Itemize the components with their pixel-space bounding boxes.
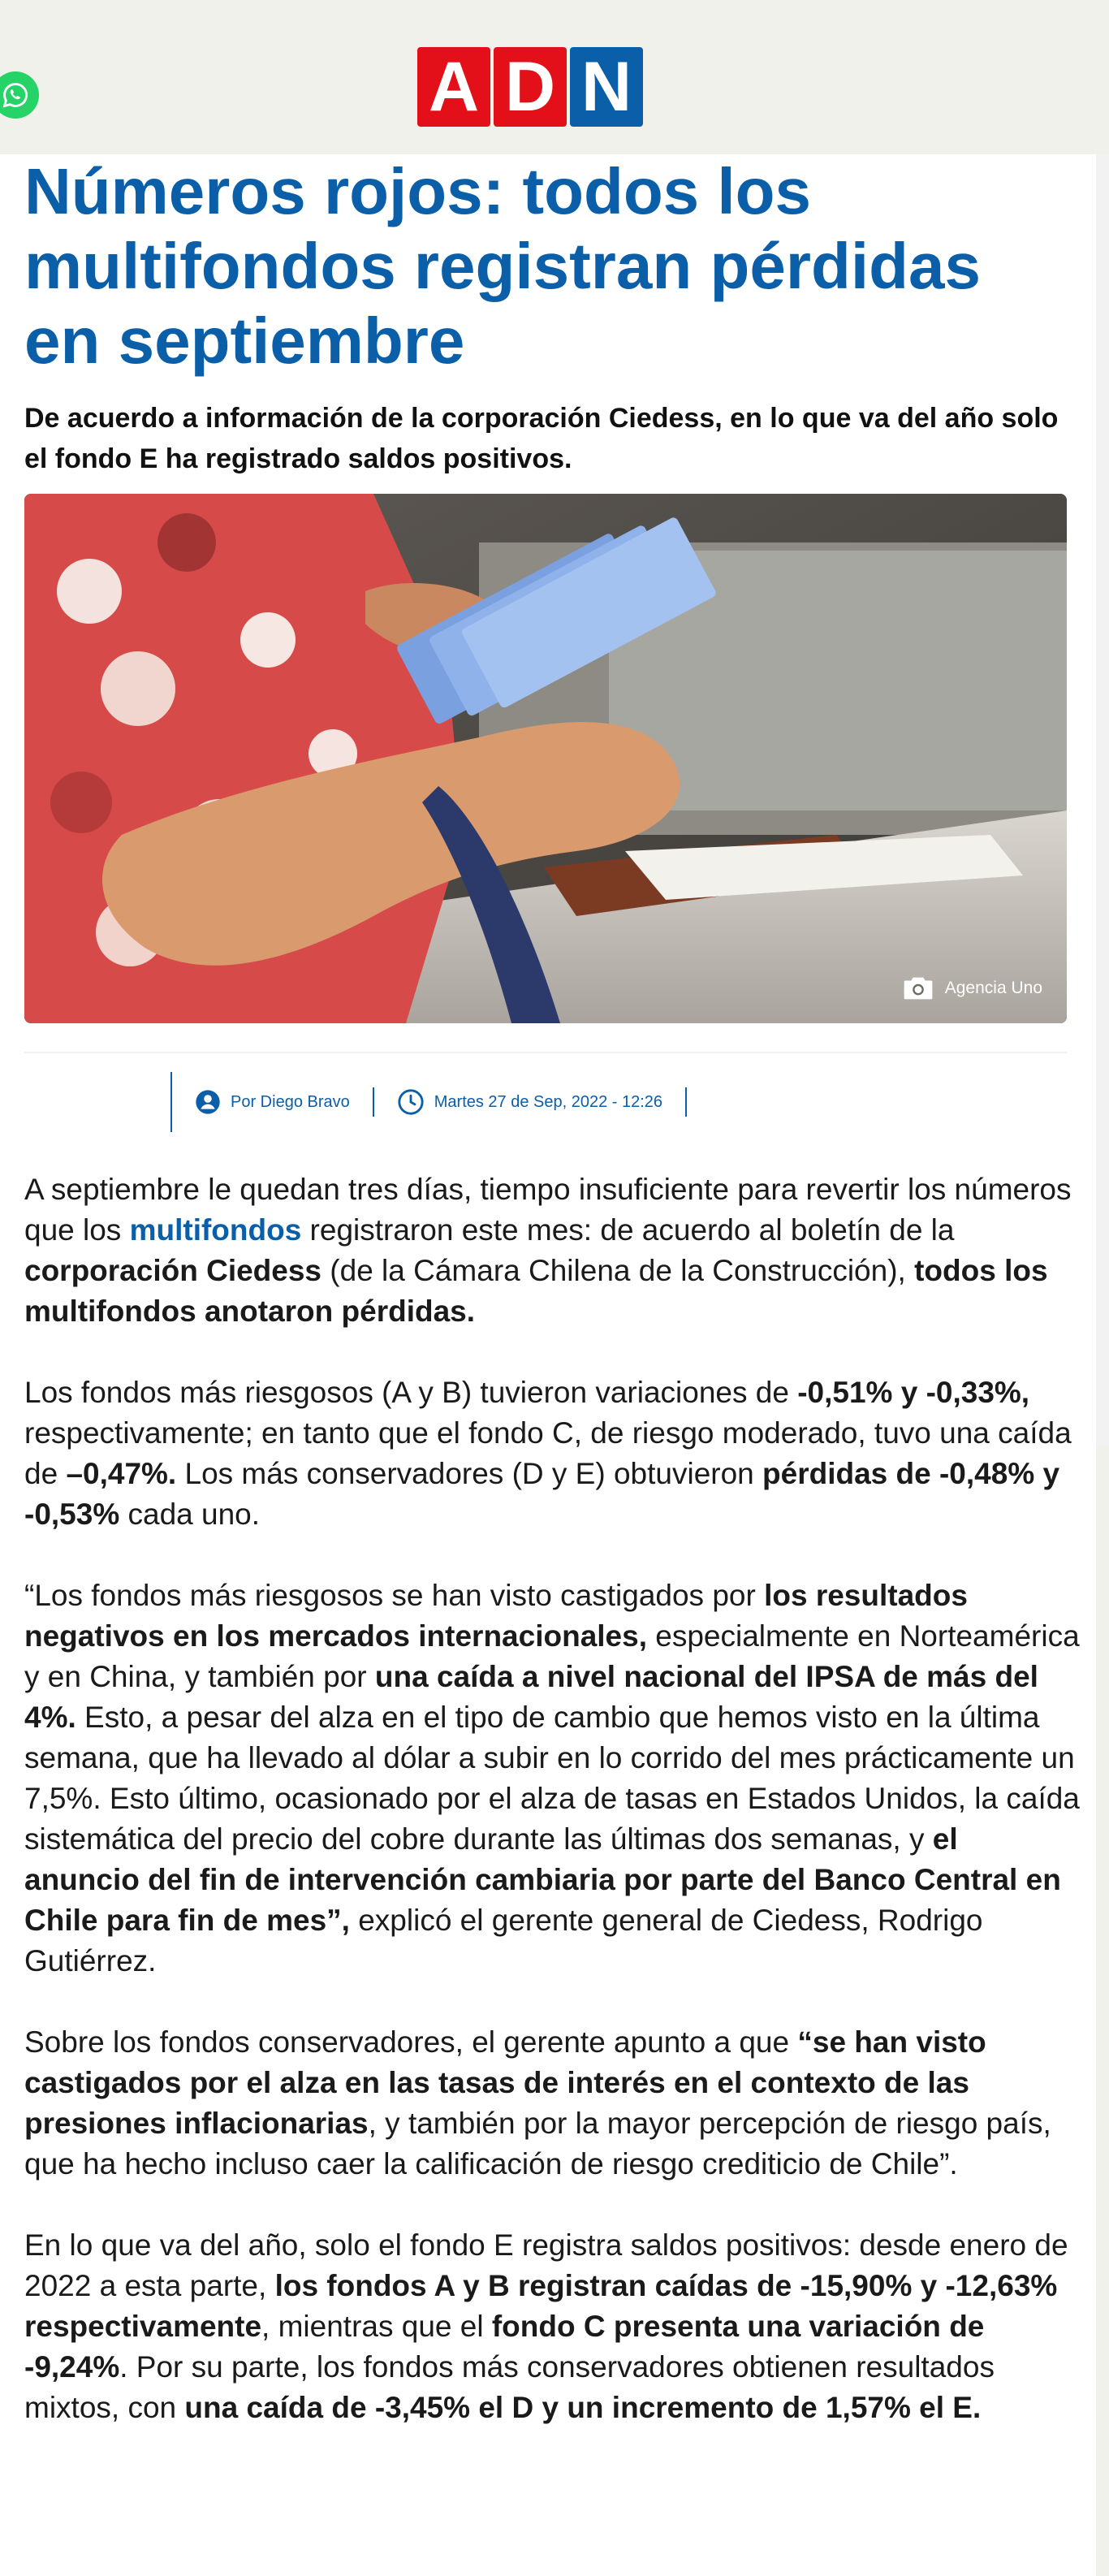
hero-photo: [24, 494, 1067, 1023]
text-run: cada uno.: [119, 1498, 261, 1531]
bold-run: todos los multifondos anotaron pérdidas.: [24, 1254, 1048, 1328]
article-lead: De acuerdo a información de la corporación Ciedess, en lo que va del año solo el fondo E ha registrado saldos positivos.: [24, 403, 1059, 474]
text-run: Los fondos más riesgosos (A y B) tuvieron variaciones de: [24, 1376, 798, 1409]
meta-separator: [685, 1087, 687, 1117]
article-meta: [170, 1072, 687, 1132]
text-run: . Por su parte, los fondos más conservadores obtienen resultados mixtos, con: [24, 2350, 995, 2424]
hero-image: [24, 494, 1067, 1023]
whatsapp-share-button[interactable]: [0, 71, 39, 119]
bold-run: una caída de -3,45% el D y un incremento de 1,57% el E.: [184, 2391, 982, 2424]
body-paragraph-4: [24, 2022, 1080, 2185]
bold-run: fondo C presenta una variación de -9,24%: [24, 2310, 985, 2384]
meta-separator: [373, 1087, 374, 1117]
body-paragraph-2: [24, 1372, 1080, 1535]
bold-run: los fondos A y B registran caídas de -15,90% y -12,63% respectivamente: [24, 2269, 1058, 2343]
body-paragraph-5: [24, 2225, 1080, 2428]
bold-run: -0,51% y -0,33%,: [797, 1376, 1030, 1409]
scroll-track: [1096, 154, 1109, 1446]
article: [0, 154, 1096, 2576]
bold-run: corporación Ciedess: [24, 1254, 322, 1287]
text-run: explicó el gerente general de Ciedess, Rodrigo Gutiérrez.: [24, 1904, 983, 1977]
article-title: Números rojos: todos los multifondos registran pérdidas en septiembre: [24, 155, 981, 377]
bold-run: el anuncio del fin de intervención cambiaria por parte del Banco Central en Chile para fin de mes”,: [24, 1822, 1061, 1937]
bold-run: –0,47%.: [66, 1457, 177, 1490]
publish-date: [397, 1088, 662, 1116]
text-run: respectivamente; en tanto que el fondo C, de riesgo moderado, tuvo una caída de: [24, 1416, 1072, 1490]
text-run: A septiembre le quedan tres días, tiempo insuficiente para revertir los números que los: [24, 1173, 1072, 1247]
article-body: [24, 1169, 1080, 2469]
image-credit-text: Agencia Uno: [944, 979, 1042, 997]
text-run: especialmente en Norteamérica y en China, y también por: [24, 1619, 1080, 1693]
text-run: , mientras que el: [261, 2310, 492, 2343]
camera-icon: [903, 976, 934, 1001]
body-paragraph-3: [24, 1575, 1080, 1982]
text-run: Sobre los fondos conservadores, el gerente apunto a que: [24, 2025, 798, 2059]
logo-letter-a: A: [417, 47, 490, 127]
text-run: Los más conservadores (D y E) obtuvieron: [176, 1457, 763, 1490]
text-run: Esto, a pesar del alza en el tipo de cambio que hemos visto en la última semana, que ha llevado al dólar a subir en lo corrido del mes prácticamente un 7,5%. Esto último, ocasionado por el alza de tasas en Estados Unidos, la caída sistemática del precio del cobre durante las últimas dos semanas, y: [24, 1701, 1080, 1856]
body-paragraph-1: [24, 1169, 1080, 1332]
text-run: , y también por la mayor percepción de riesgo país, que ha hecho incluso caer la calificación de riesgo crediticio de Chile”.: [24, 2107, 1051, 2181]
bold-run: una caída a nivel nacional del IPSA de más del 4%.: [24, 1660, 1038, 1734]
multifondos-link[interactable]: multifondos: [129, 1213, 302, 1247]
logo-letter-n: N: [570, 47, 643, 127]
divider: [24, 1052, 1067, 1053]
author-name[interactable]: Por Diego Bravo: [231, 1092, 350, 1111]
text-run: “Los fondos más riesgosos se han visto castigados por: [24, 1579, 765, 1612]
text-run: (de la Cámara Chilena de la Construcción),: [321, 1254, 915, 1287]
site-header: [0, 0, 1109, 154]
whatsapp-icon: [2, 81, 29, 109]
author-byline[interactable]: [195, 1089, 350, 1115]
clock-icon: [397, 1088, 425, 1116]
user-icon: [195, 1089, 221, 1115]
text-run: En lo que va del año, solo el fondo E registra saldos positivos: desde enero de 2022 a esta parte,: [24, 2228, 1068, 2302]
publish-date-text: Martes 27 de Sep, 2022 - 12:26: [434, 1092, 663, 1111]
bold-run: los resultados negativos en los mercados internacionales,: [24, 1579, 968, 1653]
image-credit: [903, 976, 1042, 1001]
bold-run: “se han visto castigados por el alza en las tasas de interés en el contexto de las presiones inflacionarias: [24, 2025, 986, 2140]
logo-letter-d: D: [494, 47, 567, 127]
adn-logo[interactable]: [417, 47, 643, 127]
bold-run: pérdidas de -0,48% y -0,53%: [24, 1457, 1060, 1531]
meta-separator: [170, 1072, 172, 1132]
text-run: registraron este mes: de acuerdo al boletín de la: [301, 1213, 955, 1247]
